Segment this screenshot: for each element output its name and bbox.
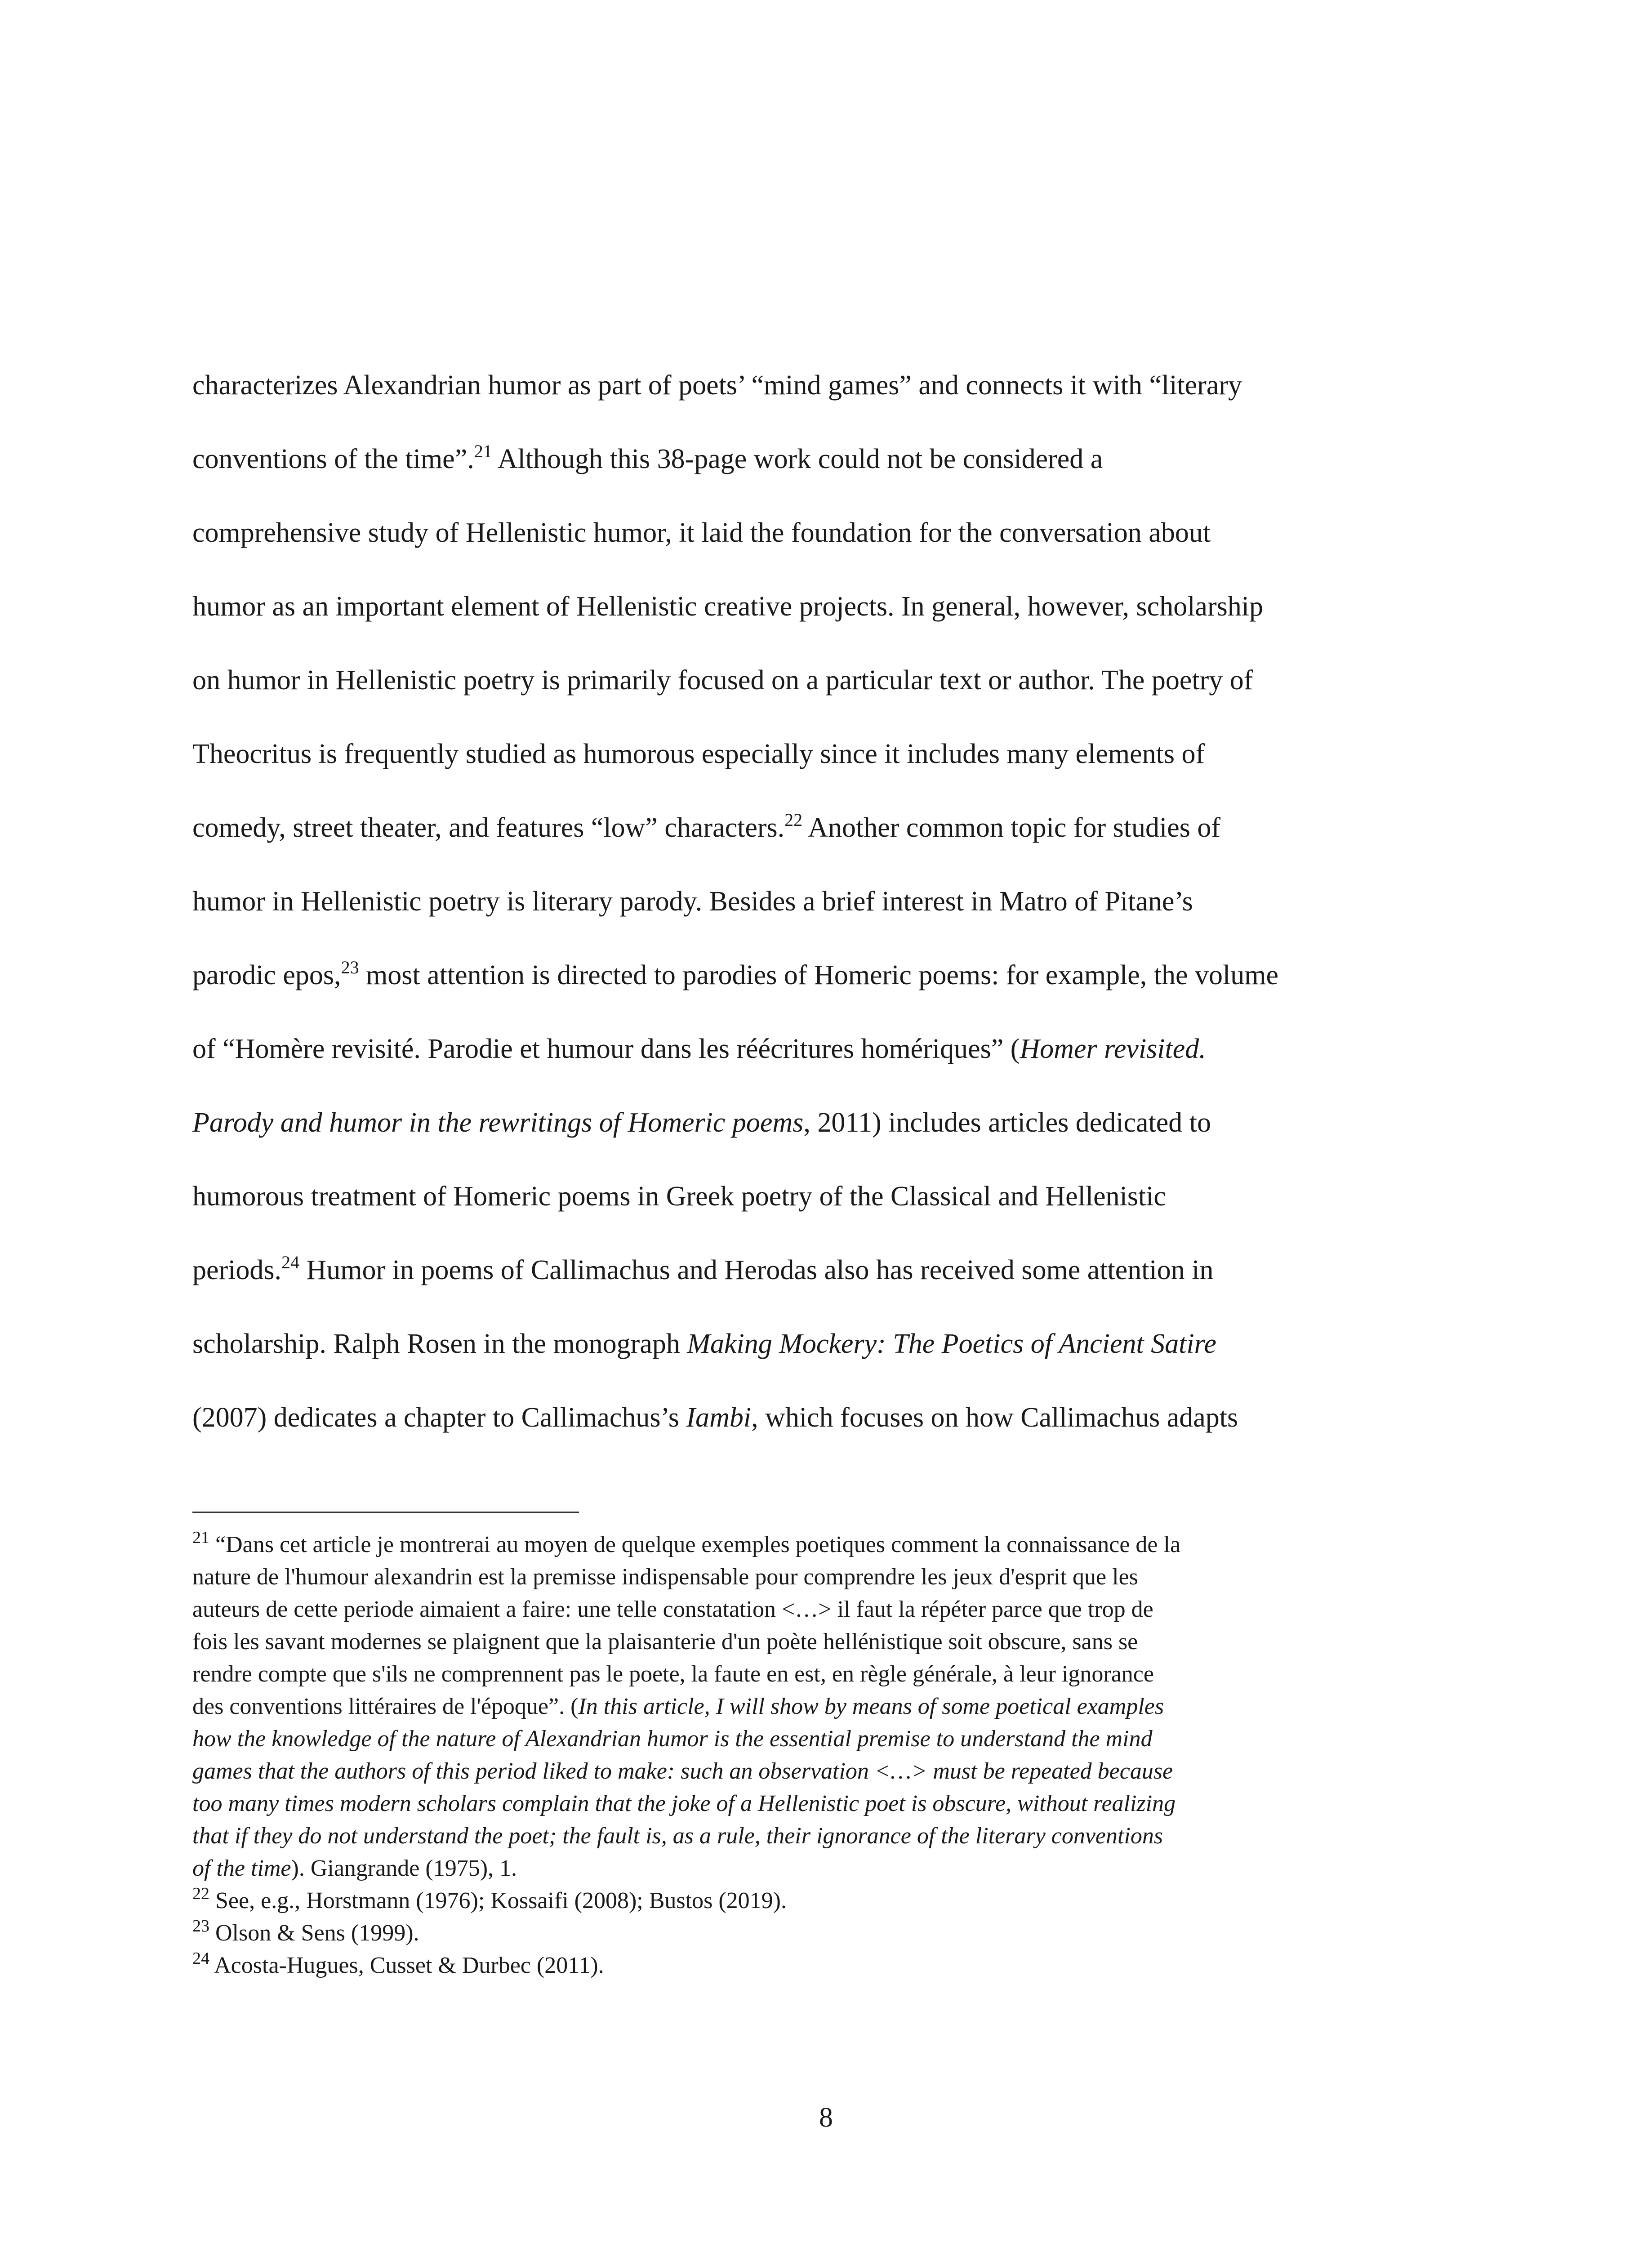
body-line-15: (2007) dedicates a chapter to Callimachus’s Iambi, which focuses on how Callimachus adapts [192,1402,1238,1433]
footnote-21-line-2: nature de l'humour alexandrin est la premisse indispensable pour comprendre les jeux d'esprit que les [192,1564,1138,1590]
footnote-21-line-8: games that the authors of this period liked to make: such an observation <…> must be repeated because [192,1758,1173,1784]
footnote-ref-23[interactable]: 23 [341,957,359,977]
body-line-5: on humor in Hellenistic poetry is primarily focused on a particular text or author. The poetry of [192,665,1253,696]
footnote-21-line-3: auteurs de cette periode aimaient a faire: une telle constatation <…> il faut la répéter parce que trop de [192,1597,1153,1622]
body-line-4: humor as an important element of Hellenistic creative projects. In general, however, scholarship [192,591,1263,622]
footnote-21-line-4: fois les savant modernes se plaignent que la plaisanterie d'un poète hellénistique soit obscure, sans se [192,1629,1138,1655]
footnote-ref-24[interactable]: 24 [281,1252,300,1272]
footnote-21-line-5: rendre compte que s'ils ne comprennent pas le poete, la faute en est, en règle générale, à leur ignorance [192,1661,1154,1687]
body-line-1: characterizes Alexandrian humor as part of poets’ “mind games” and connects it with “literary [192,370,1242,401]
body-line-10: of “Homère revisité. Parodie et humour dans les réécritures homériques” (Homer revisited. [192,1034,1206,1064]
body-line-3: comprehensive study of Hellenistic humor, it laid the foundation for the conversation about [192,517,1211,548]
footnote-21-line-11: of the time). Giangrande (1975), 1. [192,1855,517,1881]
footnote-22-number: 22 [192,1884,209,1903]
body-line-14: scholarship. Ralph Rosen in the monograph Making Mockery: The Poetics of Ancient Satire [192,1329,1216,1359]
footnote-21-line-6: des conventions littéraires de l'époque”. (In this article, I will show by means of some poetical examples [192,1694,1164,1719]
footnote-22: $^{22}$ See, e.g., Horstmann (1976); Kossaifi (2008); Bustos (2019). [192,1884,787,1913]
footnote-separator [192,1512,579,1513]
footnote-23-number: 23 [192,1917,209,1936]
footnote-21-line-9: too many times modern scholars complain that the joke of a Hellenistic poet is obscure, without realizing [192,1791,1176,1816]
body-line-8: humor in Hellenistic poetry is literary parody. Besides a brief interest in Matro of Pitane’s [192,886,1193,917]
body-line-11: Parody and humor in the rewritings of Homeric poems, 2011) includes articles dedicated to [192,1107,1211,1138]
page-number: 8 [819,2102,833,2133]
body-line-2: conventions of the time”.$^{21}$ Although this 38-page work could not be considered a [192,441,1103,474]
body-line-9: parodic epos,$^{23}$ most attention is directed to parodies of Homeric poems: for example, the volume [192,957,1279,990]
footnote-21-line-7: how the knowledge of the nature of Alexandrian humor is the essential premise to understand the mind [192,1726,1153,1752]
footnote-ref-22[interactable]: 22 [784,810,803,830]
body-line-6: Theocritus is frequently studied as humorous especially since it includes many elements of [192,739,1205,769]
body-line-12: humorous treatment of Homeric poems in Greek poetry of the Classical and Hellenistic [192,1181,1166,1212]
footnote-21-line-10: that if they do not understand the poet; the fault is, as a rule, their ignorance of the literary conventions [192,1823,1163,1849]
footnote-23: $^{23}$ Olson & Sens (1999). [192,1917,419,1946]
footnote-24: $^{24}$ Acosta-Hugues, Cusset & Durbec (2011). [192,1949,604,1978]
body-line-7: comedy, street theater, and features “low” characters.$^{22}$ Another common topic for studies of [192,810,1221,843]
footnote-21-number: 21 [192,1528,209,1547]
footnote-ref-21[interactable]: 21 [474,441,492,461]
body-line-13: periods.$^{24}$ Humor in poems of Callimachus and Herodas also has received some attention in [192,1252,1214,1285]
footnote-21-line-1: $^{21}$ “Dans cet article je montrerai au moyen de quelque exemples poetiques comment la connaissance de la [192,1528,1181,1557]
footnote-24-number: 24 [192,1949,209,1968]
